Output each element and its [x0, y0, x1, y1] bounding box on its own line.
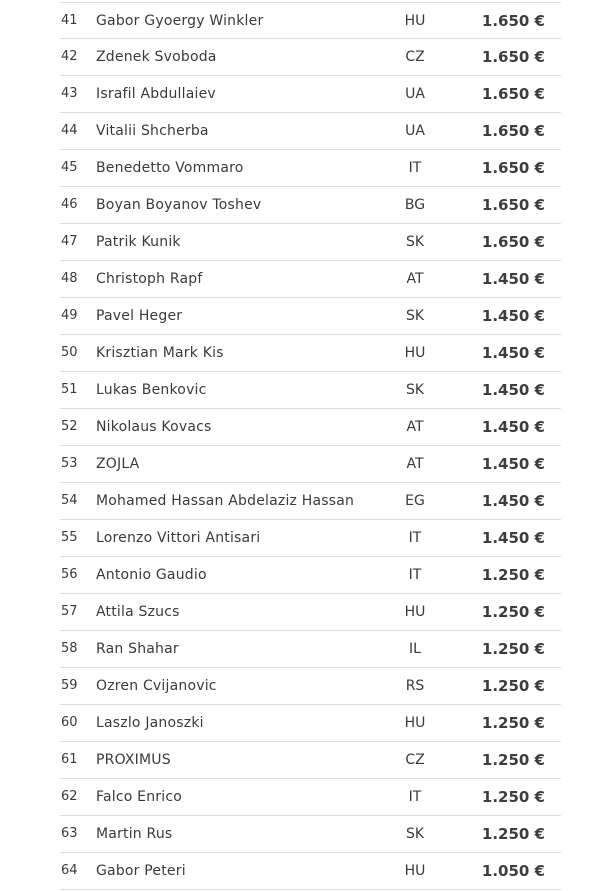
prize-amount-cell: 1.450 € — [481, 492, 545, 510]
prize-amount-cell: 1.450 € — [481, 344, 545, 362]
country-code-cell: IL — [409, 641, 421, 657]
rank-cell: 63 — [61, 826, 78, 841]
rank-cell: 44 — [61, 123, 78, 138]
country-code-cell: IT — [408, 567, 422, 583]
prize-amount-cell: 1.450 € — [481, 307, 545, 325]
rank-cell: 41 — [61, 13, 78, 28]
results-table — [60, 2, 561, 890]
player-name-cell: Krisztian Mark Kis — [96, 345, 224, 361]
table-row — [60, 261, 561, 298]
prize-amount-cell: 1.650 € — [481, 196, 545, 214]
player-name-cell: Gabor Peteri — [96, 863, 186, 879]
player-name-cell: Boyan Boyanov Toshev — [96, 197, 262, 213]
prize-amount-cell: 1.250 € — [481, 751, 545, 769]
country-code-cell: RS — [405, 678, 425, 694]
prize-amount-cell: 1.250 € — [481, 603, 545, 621]
country-code-cell: HU — [404, 715, 426, 731]
table-row — [60, 298, 561, 335]
country-code-cell: IT — [408, 160, 422, 176]
rank-cell: 64 — [61, 863, 78, 878]
rank-cell: 49 — [61, 308, 78, 323]
rank-cell: 45 — [61, 160, 78, 175]
prize-amount-cell: 1.450 € — [481, 455, 545, 473]
country-code-cell: EG — [405, 493, 425, 509]
player-name-cell: Pavel Heger — [96, 308, 183, 324]
table-row — [60, 150, 561, 187]
table-row — [60, 742, 561, 779]
prize-amount-cell: 1.450 € — [481, 529, 545, 547]
prize-amount-cell: 1.650 € — [481, 12, 545, 30]
table-row — [60, 446, 561, 483]
table-row — [60, 779, 561, 816]
table-row — [60, 224, 561, 261]
prize-amount-cell: 1.650 € — [481, 233, 545, 251]
rank-cell: 53 — [61, 456, 78, 471]
player-name-cell: Attila Szucs — [96, 604, 180, 620]
rank-cell: 47 — [61, 234, 78, 249]
country-code-cell: SK — [405, 234, 425, 250]
table-row — [60, 557, 561, 594]
table-row — [60, 2, 561, 39]
country-code-cell: HU — [404, 13, 426, 29]
prize-amount-cell: 1.250 € — [481, 825, 545, 843]
player-name-cell: PROXIMUS — [96, 752, 171, 768]
prize-amount-cell: 1.250 € — [481, 677, 545, 695]
rank-cell: 50 — [61, 345, 78, 360]
rank-cell: 55 — [61, 530, 78, 545]
table-row — [60, 816, 561, 853]
prize-amount-cell: 1.650 € — [481, 48, 545, 66]
player-name-cell: Antonio Gaudio — [96, 567, 207, 583]
player-name-cell: Falco Enrico — [96, 789, 182, 805]
rank-cell: 59 — [61, 678, 78, 693]
country-code-cell: UA — [405, 123, 425, 139]
player-name-cell: Ran Shahar — [96, 641, 179, 657]
table-row — [60, 39, 561, 76]
rank-cell: 54 — [61, 493, 78, 508]
country-code-cell: AT — [406, 456, 424, 472]
country-code-cell: BG — [404, 197, 426, 213]
table-row — [60, 520, 561, 557]
rank-cell: 57 — [61, 604, 78, 619]
country-code-cell: IT — [408, 530, 422, 546]
prize-amount-cell: 1.250 € — [481, 714, 545, 732]
rank-cell: 60 — [61, 715, 78, 730]
prize-amount-cell: 1.650 € — [481, 159, 545, 177]
rank-cell: 52 — [61, 419, 78, 434]
country-code-cell: HU — [404, 863, 426, 879]
country-code-cell: SK — [405, 382, 425, 398]
prize-amount-cell: 1.450 € — [481, 418, 545, 436]
table-row — [60, 372, 561, 409]
country-code-cell: UA — [405, 86, 425, 102]
table-row — [60, 853, 561, 890]
table-row — [60, 668, 561, 705]
country-code-cell: CZ — [405, 49, 425, 65]
player-name-cell: Lorenzo Vittori Antisari — [96, 530, 261, 546]
country-code-cell: SK — [405, 308, 425, 324]
player-name-cell: Vitalii Shcherba — [96, 123, 209, 139]
table-row — [60, 187, 561, 224]
table-row — [60, 335, 561, 372]
table-row — [60, 705, 561, 742]
prize-amount-cell: 1.050 € — [481, 862, 545, 880]
prize-amount-cell: 1.650 € — [481, 122, 545, 140]
player-name-cell: Benedetto Vommaro — [96, 160, 244, 176]
table-row — [60, 409, 561, 446]
country-code-cell: AT — [406, 271, 424, 287]
rank-cell: 58 — [61, 641, 78, 656]
country-code-cell: SK — [405, 826, 425, 842]
rank-cell: 51 — [61, 382, 78, 397]
prize-amount-cell: 1.650 € — [481, 85, 545, 103]
player-name-cell: Zdenek Svoboda — [96, 49, 217, 65]
player-name-cell: Christoph Rapf — [96, 271, 203, 287]
prize-amount-cell: 1.450 € — [481, 381, 545, 399]
rank-cell: 62 — [61, 789, 78, 804]
player-name-cell: Ozren Cvijanovic — [96, 678, 217, 694]
country-code-cell: IT — [408, 789, 422, 805]
player-name-cell: ZOJLA — [96, 456, 140, 472]
country-code-cell: HU — [404, 345, 426, 361]
rank-cell: 43 — [61, 86, 78, 101]
player-name-cell: Lukas Benkovic — [96, 382, 207, 398]
table-row — [60, 113, 561, 150]
table-row — [60, 594, 561, 631]
prize-amount-cell: 1.250 € — [481, 566, 545, 584]
player-name-cell: Nikolaus Kovacs — [96, 419, 212, 435]
player-name-cell: Laszlo Janoszki — [96, 715, 204, 731]
table-row — [60, 76, 561, 113]
player-name-cell: Gabor Gyoergy Winkler — [96, 13, 264, 29]
rank-cell: 46 — [61, 197, 78, 212]
prize-amount-cell: 1.250 € — [481, 788, 545, 806]
table-row — [60, 631, 561, 668]
rank-cell: 61 — [61, 752, 78, 767]
country-code-cell: AT — [406, 419, 424, 435]
player-name-cell: Patrik Kunik — [96, 234, 181, 250]
player-name-cell: Israfil Abdullaiev — [96, 86, 216, 102]
country-code-cell: CZ — [405, 752, 425, 768]
player-name-cell: Mohamed Hassan Abdelaziz Hassan — [96, 493, 355, 509]
prize-amount-cell: 1.450 € — [481, 270, 545, 288]
country-code-cell: HU — [404, 604, 426, 620]
rank-cell: 48 — [61, 271, 78, 286]
prize-amount-cell: 1.250 € — [481, 640, 545, 658]
table-row — [60, 483, 561, 520]
rank-cell: 56 — [61, 567, 78, 582]
rank-cell: 42 — [61, 49, 78, 64]
player-name-cell: Martin Rus — [96, 826, 173, 842]
